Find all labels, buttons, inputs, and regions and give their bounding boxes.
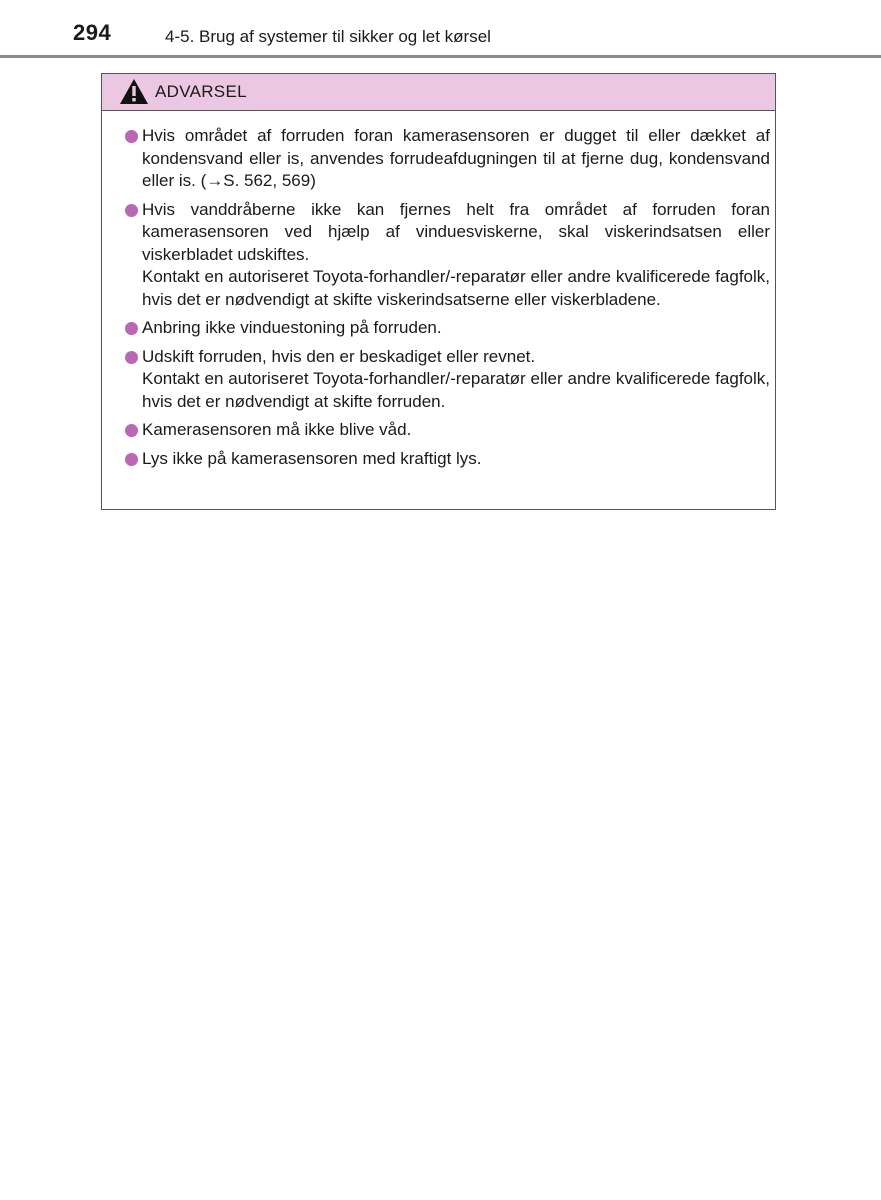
warning-item-text: Kontakt en autoriseret Toyota-forhandler/-reparatør eller andre kvalificerede fagfolk, hvis det er nødvendigt at skifte viskerindsatserne eller viskerbladene. <box>142 267 770 309</box>
bullet-icon <box>125 424 138 437</box>
warning-list <box>124 125 770 476</box>
warning-item <box>124 419 770 442</box>
bullet-icon <box>125 453 138 466</box>
warning-item-text: Hvis vanddråberne ikke kan fjernes helt fra området af forruden foran kamerasensoren ved hjælp af vinduesviskerne, skal viskerindsatsen eller viskerbladet udskiftes. <box>142 199 770 264</box>
page-header <box>0 0 881 58</box>
warning-item <box>124 448 770 471</box>
warning-item <box>124 346 770 414</box>
warning-item <box>124 125 770 193</box>
warning-header <box>102 74 775 111</box>
warning-item <box>124 317 770 340</box>
warning-title: ADVARSEL <box>155 82 247 101</box>
warning-item <box>124 199 770 312</box>
warning-item-text: Udskift forruden, hvis den er beskadiget eller revnet. <box>142 346 536 366</box>
section-title: 4-5. Brug af systemer til sikker og let kørsel <box>165 27 491 46</box>
warning-triangle-icon <box>119 78 149 105</box>
warning-box <box>101 73 776 510</box>
bullet-icon <box>125 130 138 143</box>
bullet-icon <box>125 351 138 364</box>
bullet-icon <box>125 204 138 217</box>
header-divider <box>0 55 881 58</box>
bullet-icon <box>125 322 138 335</box>
warning-item-text: Kamerasensoren må ikke blive våd. <box>142 420 412 439</box>
warning-item-text: Lys ikke på kamerasensoren med kraftigt lys. <box>142 448 482 468</box>
warning-item-text: Hvis området af forruden foran kamerasensoren er dugget til eller dækket af kondensvand eller is, anvendes forrudeafdugningen til at fjerne dug, kondensvand eller is. (→S. 562, 569) <box>142 126 770 190</box>
warning-item-text: Kontakt en autoriseret Toyota-forhandler/-reparatør eller andre kvalificerede fagfolk, hvis det er nødvendigt at skifte forruden. <box>142 369 770 411</box>
warning-item-text: Anbring ikke vinduestoning på forruden. <box>142 318 442 337</box>
page-number: 294 <box>73 20 112 45</box>
